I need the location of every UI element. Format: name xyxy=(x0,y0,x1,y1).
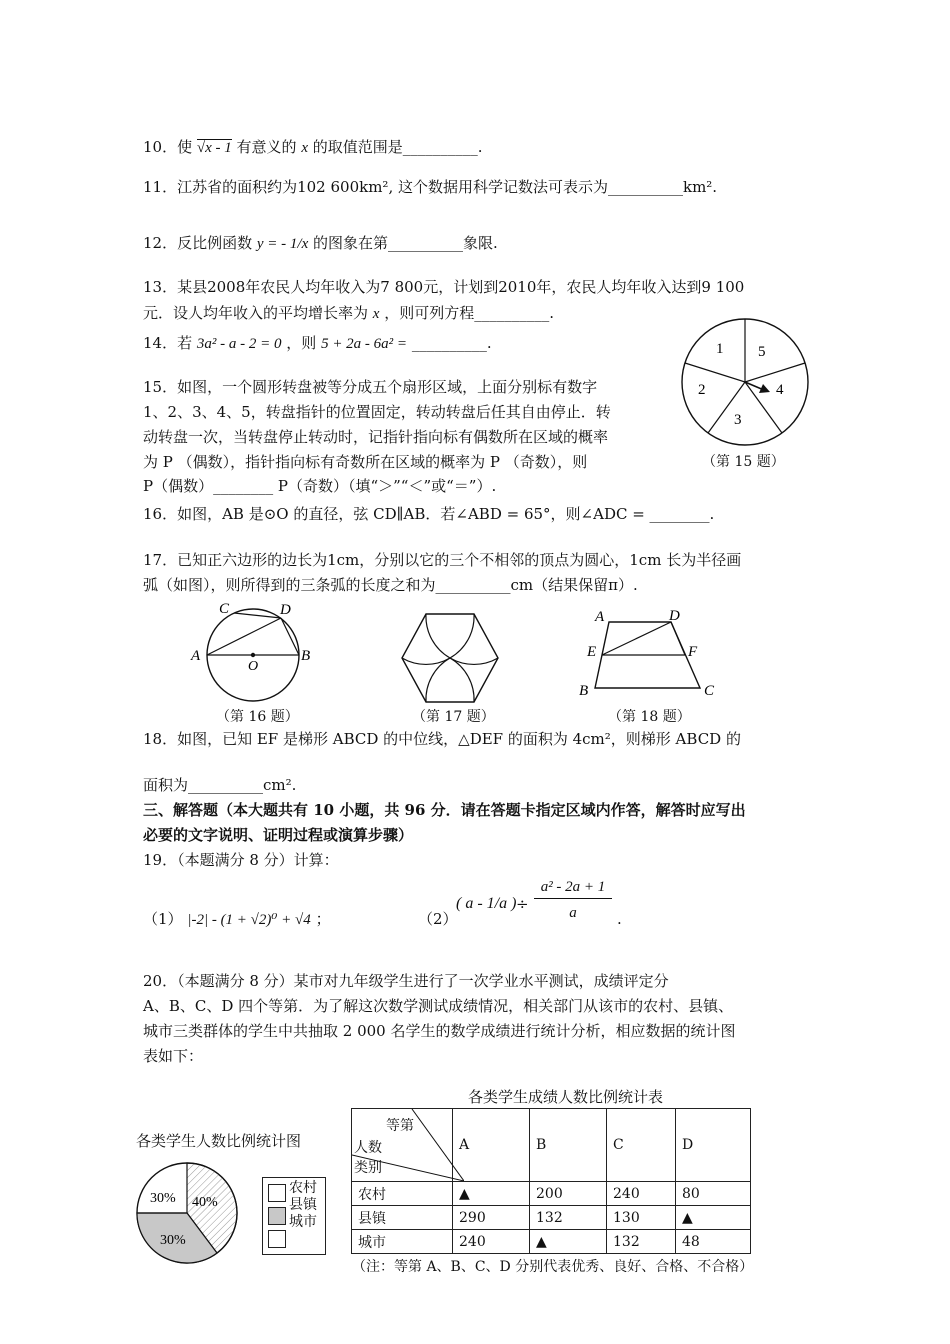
pie-title: 各类学生人数比例统计图 xyxy=(136,1132,302,1150)
question-15-line1: 15．如图，一个圆形转盘被等分成五个扇形区域，上面分别标有数字 xyxy=(143,378,598,396)
division-sign: ÷ xyxy=(516,895,529,913)
svg-text:F: F xyxy=(688,644,698,660)
pie-chart xyxy=(134,1160,240,1266)
pie-legend xyxy=(262,1177,326,1255)
question-20-line1: 20．（本题满分 8 分）某市对九年级学生进行了一次学业水平测试，成绩评定分 xyxy=(143,972,669,990)
caption-q18: （第 18 题） xyxy=(608,709,691,725)
legend-label: 农村 xyxy=(289,1180,317,1196)
legend-swatch-blank xyxy=(268,1230,286,1248)
question-15-line2: 1、2、3、4、5，转盘指针的位置固定，转动转盘后任其自由停止．转 xyxy=(143,403,611,421)
pie-label: 30% xyxy=(150,1191,176,1206)
svg-text:D: D xyxy=(669,608,680,624)
legend-swatch-gray xyxy=(268,1207,286,1225)
question-18-line2: 面积为__________cm². xyxy=(143,776,297,794)
legend-swatch-white xyxy=(268,1184,286,1202)
inverse-function-expression: y = - 1/x xyxy=(256,236,309,252)
legend-label: 县镇 xyxy=(289,1197,317,1213)
sector-label: 5 xyxy=(758,344,766,360)
expression-1: |-2| - (1 + √2)⁰ + √4 xyxy=(187,912,311,928)
question-13-line1: 13．某县2008年农民人均年收入为7 800元，计划到2010年，农民人均年收入达到9 100 xyxy=(143,278,745,296)
table-row: 县镇 290 132 130 ▲ xyxy=(352,1206,751,1230)
corner-cell: 等第 人数 类别 xyxy=(352,1109,453,1182)
section-heading-line1: 三、解答题（本大题共有 10 小题，共 96 分．请在答题卡指定区域内作答，解答时应写出 xyxy=(143,801,746,819)
question-19-part1: （1） |-2| - (1 + √2)⁰ + √4 ； xyxy=(143,910,331,928)
question-17-line1: 17．已知正六边形的边长为1cm，分别以它的三个不相邻的顶点为圆心，1cm 长为半径画 xyxy=(143,551,742,569)
caption-q15: （第 15 题） xyxy=(702,454,785,470)
svg-text:E: E xyxy=(587,644,597,660)
fraction-denominator: a xyxy=(569,905,577,921)
score-table xyxy=(351,1108,751,1254)
trapezoid-figure-18 xyxy=(572,604,722,700)
table-title: 各类学生成绩人数比例统计表 xyxy=(468,1088,664,1106)
svg-text:B: B xyxy=(301,648,311,664)
col-header: B xyxy=(530,1109,607,1182)
svg-text:O: O xyxy=(248,659,259,674)
svg-text:D: D xyxy=(280,602,291,618)
pie-label: 30% xyxy=(160,1233,186,1248)
table-note: （注：等第 A、B、C、D 分别代表优秀、良好、合格、不合格） xyxy=(352,1259,754,1275)
svg-text:B: B xyxy=(579,683,589,699)
svg-text:A: A xyxy=(191,648,201,664)
question-14: 14．若 3a² - a - 2 = 0 ，则 5 + 2a - 6a² = __________. xyxy=(143,334,492,352)
question-20-line2: A、B、C、D 四个等第．为了解这次数学测试成绩情况，相关部门从该市的农村、县镇、 xyxy=(143,997,734,1015)
circle-figure-16 xyxy=(186,598,322,706)
sector-label: 1 xyxy=(716,341,724,357)
question-12: 12．反比例函数 y = - 1/x 的图象在第__________象限. xyxy=(143,234,498,252)
question-20-line3: 城市三类群体的学生中共抽取 2 000 名学生的数学成绩进行统计分析，相应数据的统计图 xyxy=(143,1022,736,1040)
question-13-line2: 元．设人均年收入的平均增长率为 x ，则可列方程__________. xyxy=(143,304,555,322)
section-heading-line2: 必要的文字说明、证明过程或演算步骤） xyxy=(143,826,414,844)
question-20-line4: 表如下： xyxy=(143,1047,204,1065)
question-18-line1: 18．如图，已知 EF 是梯形 ABCD 的中位线，△DEF 的面积为 4cm²，则梯形 ABCD 的 xyxy=(143,730,741,748)
question-16: 16．如图，AB 是⊙O 的直径，弦 CD∥AB．若∠ABD = 65°，则∠ADC = ________. xyxy=(143,505,715,523)
question-17-line2: 弧（如图），则所得到的三条弧的长度之和为__________cm（结果保留π）. xyxy=(143,576,638,594)
question-19-head: 19．（本题满分 8 分）计算： xyxy=(143,851,339,869)
question-15-line3: 动转盘一次，当转盘停止转动时，记指针指向标有偶数所在区域的概率 xyxy=(143,428,609,446)
hexagon-figure-17 xyxy=(400,612,500,704)
question-10: 10．使 √x - 1 有意义的 x 的取值范围是__________. xyxy=(143,138,483,156)
table-row: 城市 240 ▲ 132 48 xyxy=(352,1230,751,1254)
expression-2-end: . xyxy=(617,910,622,928)
caption-q17: （第 17 题） xyxy=(412,709,495,725)
spinner-figure xyxy=(678,318,814,450)
col-header: C xyxy=(607,1109,676,1182)
svg-text:C: C xyxy=(704,683,715,699)
svg-text:A: A xyxy=(595,609,605,625)
expression-2-paren: ( a - 1/a ) xyxy=(456,895,517,912)
question-11: 11．江苏省的面积约为102 600km², 这个数据用科学记数法可表示为__________km². xyxy=(143,178,718,196)
sector-label: 4 xyxy=(776,382,784,398)
col-header: D xyxy=(676,1109,751,1182)
caption-q16: （第 16 题） xyxy=(216,709,299,725)
question-15-line5: P（偶数）________ P（奇数）（填“＞”“＜”或“＝”）. xyxy=(143,477,497,495)
svg-text:C: C xyxy=(219,601,230,617)
fraction-numerator: a² - 2a + 1 xyxy=(534,876,612,899)
col-header: A xyxy=(453,1109,530,1182)
legend-label: 城市 xyxy=(289,1214,317,1230)
sqrt-expression: √x - 1 xyxy=(196,140,232,156)
question-19-part2-label: （2） xyxy=(418,910,458,928)
sector-label: 3 xyxy=(734,412,742,428)
question-15-line4: 为 P （偶数），指针指向标有奇数所在区域的概率为 P （奇数），则 xyxy=(143,453,588,471)
sector-label: 2 xyxy=(698,382,706,398)
table-row: 农村 ▲ 200 240 80 xyxy=(352,1182,751,1206)
pie-label: 40% xyxy=(192,1195,218,1210)
